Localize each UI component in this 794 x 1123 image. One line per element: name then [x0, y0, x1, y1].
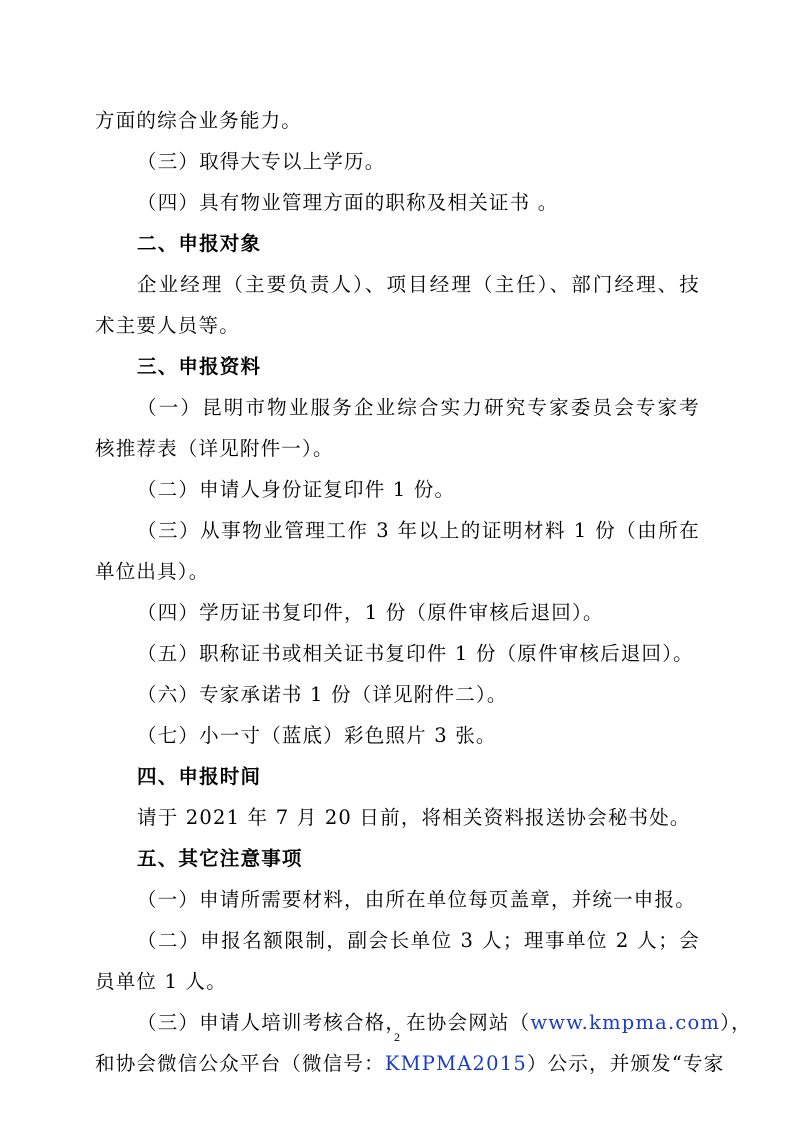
paragraph-line: 单位出具）。 [95, 560, 210, 583]
wechat-id: KMPMA2015 [384, 1052, 527, 1075]
paragraph-line: 核推荐表（详见附件一）。 [95, 437, 334, 460]
paragraph-line: （二）申报名额限制，副会长单位 3 人；理事单位 2 人；会 [137, 929, 700, 952]
paragraph-line: 方面的综合业务能力。 [95, 109, 303, 132]
line-text: 和协会微信公众平台（微信号： [95, 1052, 385, 1075]
paragraph-line: （一）昆明市物业服务企业综合实力研究专家委员会专家考 [137, 396, 700, 419]
line-text: ）公示，并颁发“专家 [526, 1052, 725, 1075]
body-text [95, 100, 752, 1084]
paragraph-line: （三）取得大专以上学历。 [137, 150, 386, 173]
page-number: 2 [394, 1030, 400, 1044]
paragraph-line [95, 1043, 725, 1084]
paragraph-line: （四）学历证书复印件，1 份（原件审核后退回）。 [137, 601, 604, 624]
paragraph-line: （五）职称证书或相关证书复印件 1 份（原件审核后退回）。 [137, 642, 694, 665]
paragraph-line: 企业经理（主要负责人）、项目经理（主任）、部门经理、技 [137, 273, 700, 296]
paragraph-line: （四）具有物业管理方面的职称及相关证书 。 [137, 191, 559, 214]
line-text: （三）申请人培训考核合格，在协会网站（ [137, 1011, 531, 1034]
paragraph-line: （三）从事物业管理工作 3 年以上的证明材料 1 份（由所在 [137, 519, 700, 542]
paragraph-line: 请于 2021 年 7 月 20 日前，将相关资料报送协会秘书处。 [137, 806, 691, 829]
paragraph-line: 术主要人员等。 [95, 314, 240, 337]
paragraph-line: （一）申请所需要材料，由所在单位每页盖章，并统一申报。 [137, 888, 696, 911]
paragraph-line: （六）专家承诺书 1 份（详见附件二）。 [137, 683, 508, 706]
section-heading: 二、申报对象 [137, 232, 262, 255]
line-text: ）， [720, 1011, 752, 1034]
section-heading: 三、申报资料 [137, 355, 262, 378]
paragraph-line: 员单位 1 人。 [95, 970, 227, 993]
section-heading: 四、申报时间 [137, 765, 262, 788]
paragraph-line: （二）申请人身份证复印件 1 份。 [137, 478, 456, 501]
website-link[interactable]: www.kmpma.com [530, 1011, 721, 1034]
paragraph-line: （七）小一寸（蓝底）彩色照片 3 张。 [137, 724, 497, 747]
section-heading: 五、其它注意事项 [137, 847, 303, 870]
